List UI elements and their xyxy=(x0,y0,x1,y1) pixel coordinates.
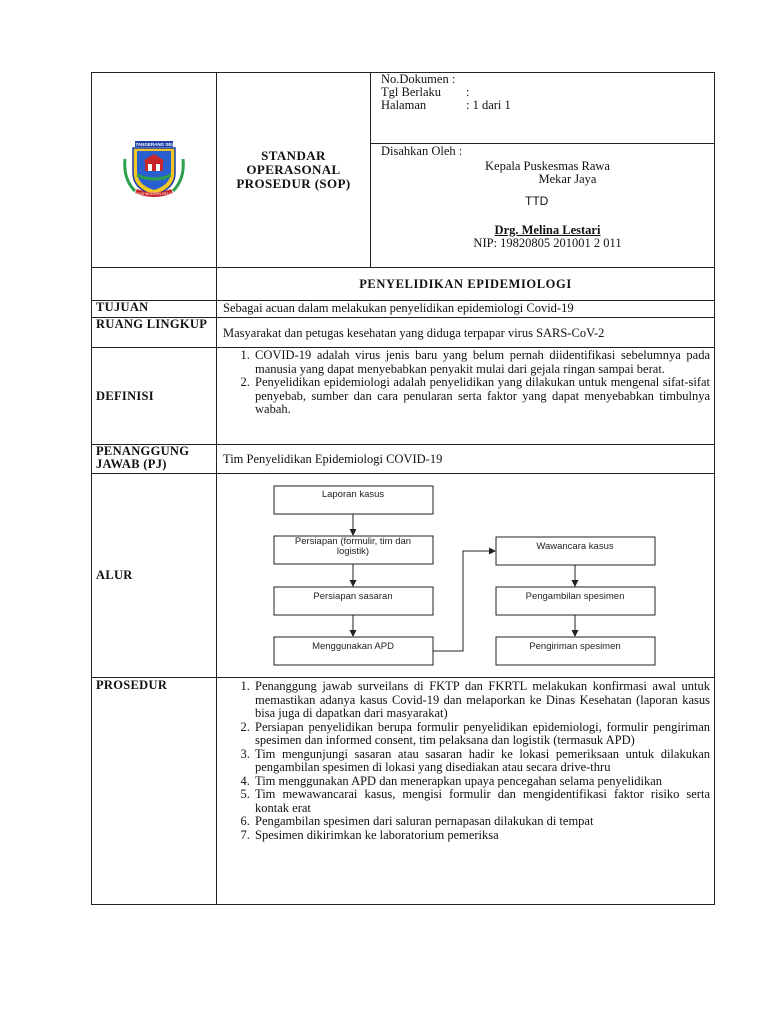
penanggung-jawab-value: Tim Penyelidikan Epidemiologi COVID-19 xyxy=(217,445,715,474)
ruang-lingkup-label: RUANG LINGKUP xyxy=(92,318,217,348)
city-emblem-logo xyxy=(121,139,187,201)
tujuan-label: TUJUAN xyxy=(92,301,217,318)
penanggung-jawab-label: PENANGGUNG JAWAB (PJ) xyxy=(92,445,217,474)
sop-title-line-1: STANDAR xyxy=(261,148,326,163)
flow-persiapan-text-2: logistik) xyxy=(336,546,370,557)
tgl-berlaku-separator: : xyxy=(466,85,470,99)
tujuan-value: Sebagai acuan dalam melakukan penyelidikan epidemiologi Covid-19 xyxy=(217,301,715,318)
logo-motto-text: CERDAS MODERN RELIGIUS xyxy=(129,192,179,196)
document-title xyxy=(217,268,715,301)
logo-cell xyxy=(92,73,217,268)
flow-apd-text: Menggunakan APD xyxy=(312,641,394,652)
definisi-content xyxy=(217,348,715,445)
approval-cell xyxy=(371,144,715,268)
signer-nip: NIP: 19820805 201001 2 011 xyxy=(473,236,622,250)
prosedur-item: 2. Persiapan penyelidikan berupa formulir penyelidikan epidemiologi, formulir pengiriman spesimen dan informed consent, tim pelaksana dan logistik (termasuk APD) xyxy=(253,721,710,748)
flow-pengiriman-text: Pengiriman spesimen xyxy=(529,641,621,652)
halaman-label: Halaman xyxy=(381,98,427,112)
flowchart-cell xyxy=(217,474,715,678)
flow-persiapan-text-1: Persiapan (formulir, tim dan xyxy=(294,536,412,547)
empty-cell xyxy=(92,268,217,301)
prosedur-item: 1. Penanggung jawab surveilans di FKTP dan FKRTL melakukan konfirmasi awal untuk memastikan adanya kasus Covid-19 dan melaporkan ke Dinas Kesehatan (laporan kasus bisa juga di dapatkan dari masyarakat) xyxy=(253,680,710,721)
alur-label: ALUR xyxy=(92,474,217,678)
definisi-label: DEFINISI xyxy=(92,348,217,445)
flow-laporan-text: Laporan kasus xyxy=(321,489,385,500)
prosedur-label: PROSEDUR xyxy=(92,678,217,905)
flow-connector xyxy=(433,551,495,651)
logo-banner-text: KOTA TANGERANG SELATAN xyxy=(122,141,186,147)
flow-sasaran-text: Persiapan sasaran xyxy=(313,591,393,602)
disahkan-label: Disahkan Oleh : xyxy=(381,144,463,158)
flow-wawancara-text: Wawancara kasus xyxy=(536,541,614,552)
sop-title-line-3: PROSEDUR (SOP) xyxy=(236,176,351,191)
prosedur-item: 3. Tim mengunjungi sasaran atau sasaran hadir ke lokasi pemeriksaan untuk dilakukan pengambilan spesimen di lokasi yang disediakan atau secara drive-thru xyxy=(253,748,710,775)
prosedur-item: 7. Spesimen dikirimkan ke laboratorium pemeriksa xyxy=(253,829,710,843)
signer-name: Drg. Melina Lestari xyxy=(494,223,601,237)
approver-line-2: Mekar Jaya xyxy=(538,172,597,186)
flow-pengambilan-text: Pengambilan spesimen xyxy=(525,591,625,602)
document-info-cell xyxy=(371,73,715,144)
prosedur-item: 4. Tim menggunakan APD dan menerapkan upaya pencegahan selama penyelidikan xyxy=(253,775,710,789)
approver-line-1: Kepala Puskesmas Rawa xyxy=(485,159,610,173)
halaman-value: : 1 dari 1 xyxy=(466,98,511,112)
sop-title-cell xyxy=(217,73,371,268)
definisi-item: 2. Penyelidikan epidemiologi adalah penyelidikan yang dilakukan untuk mengenal sifat-sifat penyebab, sumber dan cara penularan serta faktor yang dapat menyebabkan timbulnya wabah. xyxy=(253,376,710,417)
prosedur-content xyxy=(217,678,715,905)
flowchart xyxy=(217,474,713,676)
sop-table xyxy=(91,72,715,905)
document-title-text: PENYELIDIKAN EPIDEMIOLOGI xyxy=(359,276,572,291)
ttd-mark: TTD xyxy=(525,194,549,208)
prosedur-item: 6. Pengambilan spesimen dari saluran pernapasan dilakukan di tempat xyxy=(253,815,710,829)
ruang-lingkup-value: Masyarakat dan petugas kesehatan yang diduga terpapar virus SARS-CoV-2 xyxy=(217,318,715,348)
definisi-item: 1. COVID-19 adalah virus jenis baru yang belum pernah diidentifikasi sebelumnya pada manusia yang dapat menyebabkan penyakit mulai dari gejala ringan sampai berat. xyxy=(253,349,710,376)
prosedur-item: 5. Tim mewawancarai kasus, mengisi formulir dan mengidentifikasi faktor risiko serta kontak erat xyxy=(253,788,710,815)
tgl-berlaku-label: Tgl Berlaku xyxy=(381,85,442,99)
doc-number-label: No.Dokumen : xyxy=(381,72,456,86)
sop-title-line-2: OPERASONAL xyxy=(246,162,341,177)
